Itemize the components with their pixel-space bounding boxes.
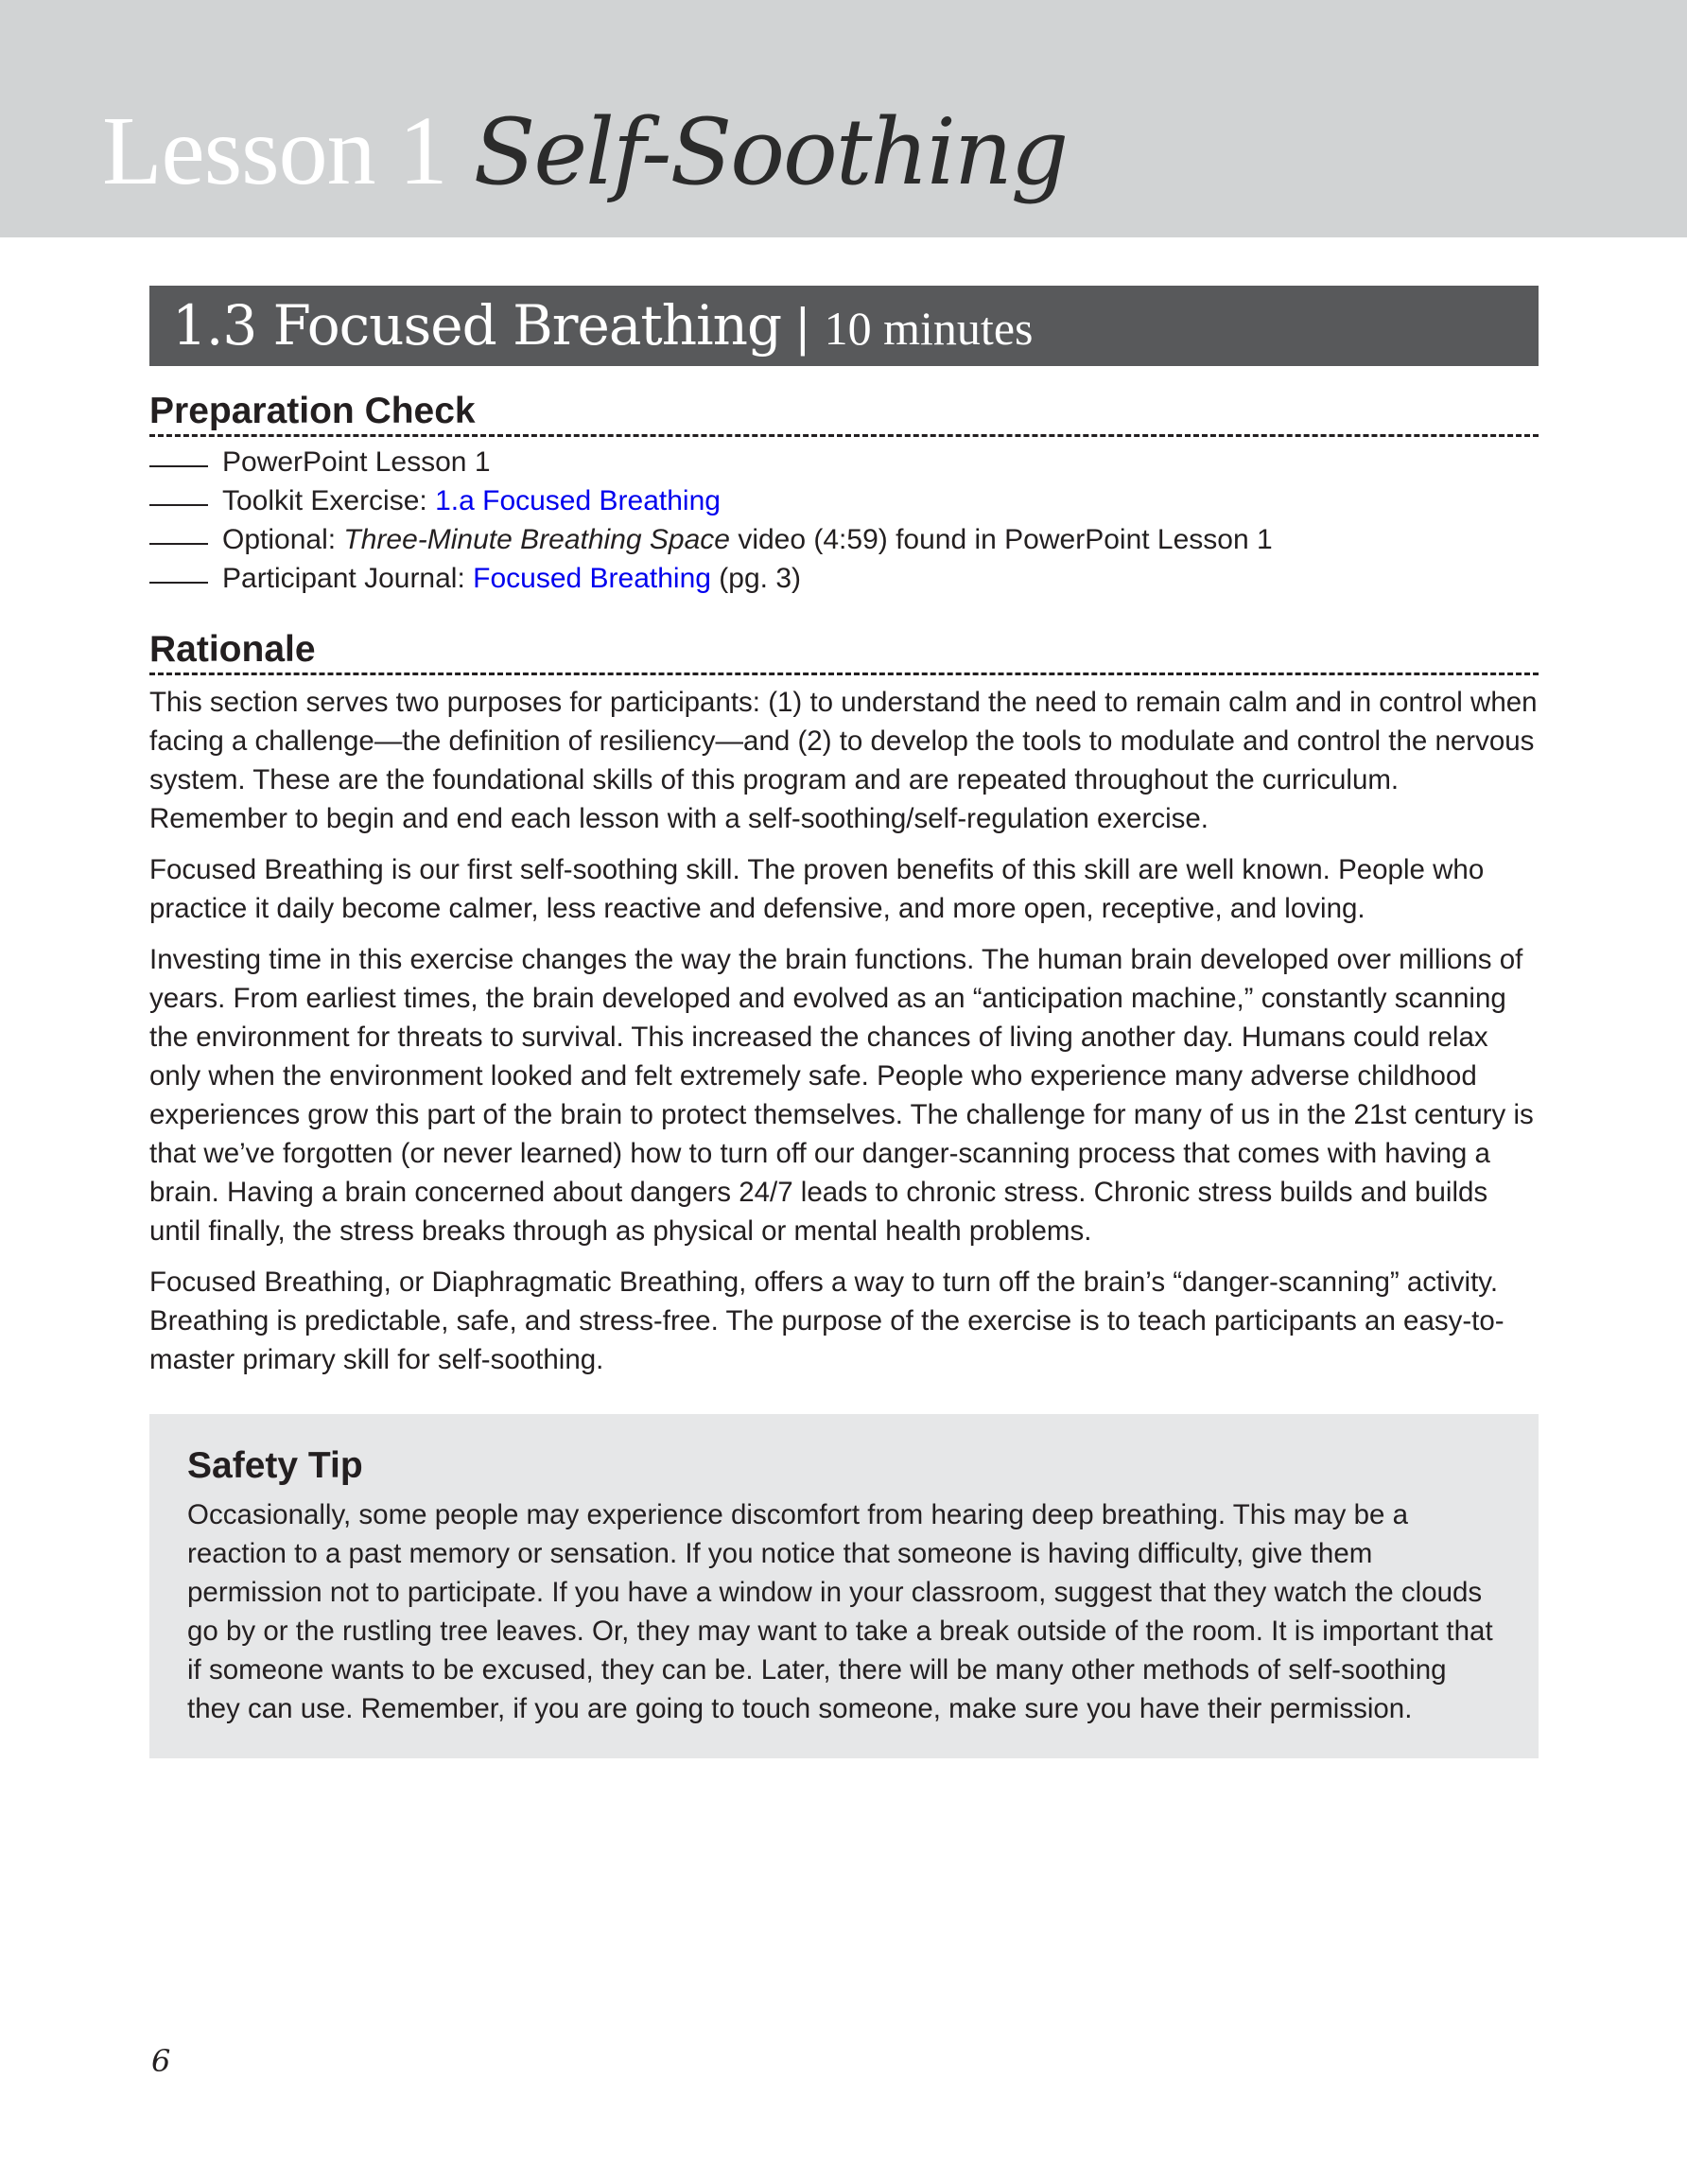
checklist-item — [149, 443, 1539, 481]
rationale-paragraph: This section serves two purposes for participants: (1) to understand the need to remain calm and in control when facing a challenge—the definition of resiliency—and (2) to develop the tools to modulate and control the nervous system. These are the foundational skills of this program and are repeated throughout the curriculum. Remember to begin and end each lesson with a self-soothing/self-regulation exercise. — [149, 687, 1538, 834]
preparation-heading — [149, 386, 1539, 437]
page-number: 6 — [151, 2043, 171, 2079]
section-title: 1.3 Focused Breathing — [172, 293, 782, 358]
rationale-body — [149, 683, 1539, 1391]
safety-tip-box — [149, 1414, 1539, 1758]
video-title: Three-Minute Breathing Space — [343, 524, 730, 555]
checklist-item-suffix: (pg. 3) — [710, 563, 802, 594]
rationale-heading-text: Rationale — [149, 629, 323, 670]
rationale-heading — [149, 624, 1539, 675]
check-blank[interactable] — [149, 582, 208, 584]
section-separator: | — [794, 300, 811, 357]
section-title-bar — [149, 286, 1539, 366]
check-blank[interactable] — [149, 543, 208, 545]
rationale-paragraph: Investing time in this exercise changes the way the brain functions. The human brain developed over millions of years. From earliest times, the brain developed and evolved as an “anticipation machine,” constantly scanning the environment for threats to survival. This increased the chances of living another day. Humans could relax only when the environment looked and felt extremely safe. People who experience many adverse childhood experiences grow this part of the brain to protect themselves. The challenge for many of us in the 21st century is that we’ve forgotten (or never learned) how to turn off our danger-scanning process that comes with having a brain. Having a brain concerned about dangers 24/7 leads to chronic stress. Chronic stress builds and builds until finally, the stress breaks through as physical or mental health problems. — [149, 944, 1534, 1247]
check-blank[interactable] — [149, 465, 208, 467]
toolkit-exercise-link[interactable]: 1.a Focused Breathing — [435, 485, 721, 516]
rationale-paragraph: Focused Breathing is our first self-soothing skill. The proven benefits of this skill are well known. People who practice it daily become calmer, less reactive and defensive, and more open, receptive, and loving. — [149, 854, 1485, 924]
lesson-number: Lesson 1 — [102, 96, 447, 205]
section-duration: 10 minutes — [824, 302, 1034, 355]
checklist-item-suffix: video (4:59) found in PowerPoint Lesson 1 — [729, 524, 1273, 555]
checklist-item — [149, 520, 1539, 559]
rationale-paragraph: Focused Breathing, or Diaphragmatic Breathing, offers a way to turn off the brain’s “danger-scanning” activity. Breathing is predictable, safe, and stress-free. The purpose of the exercise is to teach participants an easy-to-master primary skill for self-soothing. — [149, 1267, 1504, 1375]
lesson-topic: Self-Soothing — [473, 99, 1068, 205]
checklist-item-text: Toolkit Exercise: — [222, 485, 436, 516]
check-blank[interactable] — [149, 504, 208, 506]
safety-tip-text: Occasionally, some people may experience discomfort from hearing deep breathing. This may be a reaction to a past memory or sensation. If you notice that someone is having difficulty, give them permission not to participate. If you have a window in your classroom, suggest that they watch the clouds go by or the rustling tree leaves. Or, they may want to take a break outside of the room. It is important that if someone wants to be excused, they can be. Later, there will be many other methods of self-soothing they can use. Remember, if you are going to touch someone, make sure you have their permission. — [187, 1499, 1493, 1724]
checklist-item — [149, 481, 1539, 520]
lesson-title — [102, 95, 1067, 227]
checklist-item-text: Participant Journal: — [222, 563, 474, 594]
checklist-item-text: PowerPoint Lesson 1 — [222, 446, 491, 478]
participant-journal-link[interactable]: Focused Breathing — [473, 563, 711, 594]
safety-tip-heading: Safety Tip — [187, 1445, 363, 1486]
preparation-checklist — [149, 443, 1539, 598]
checklist-item-text: Optional: — [222, 524, 344, 555]
preparation-heading-text: Preparation Check — [149, 391, 483, 431]
checklist-item — [149, 559, 1539, 598]
